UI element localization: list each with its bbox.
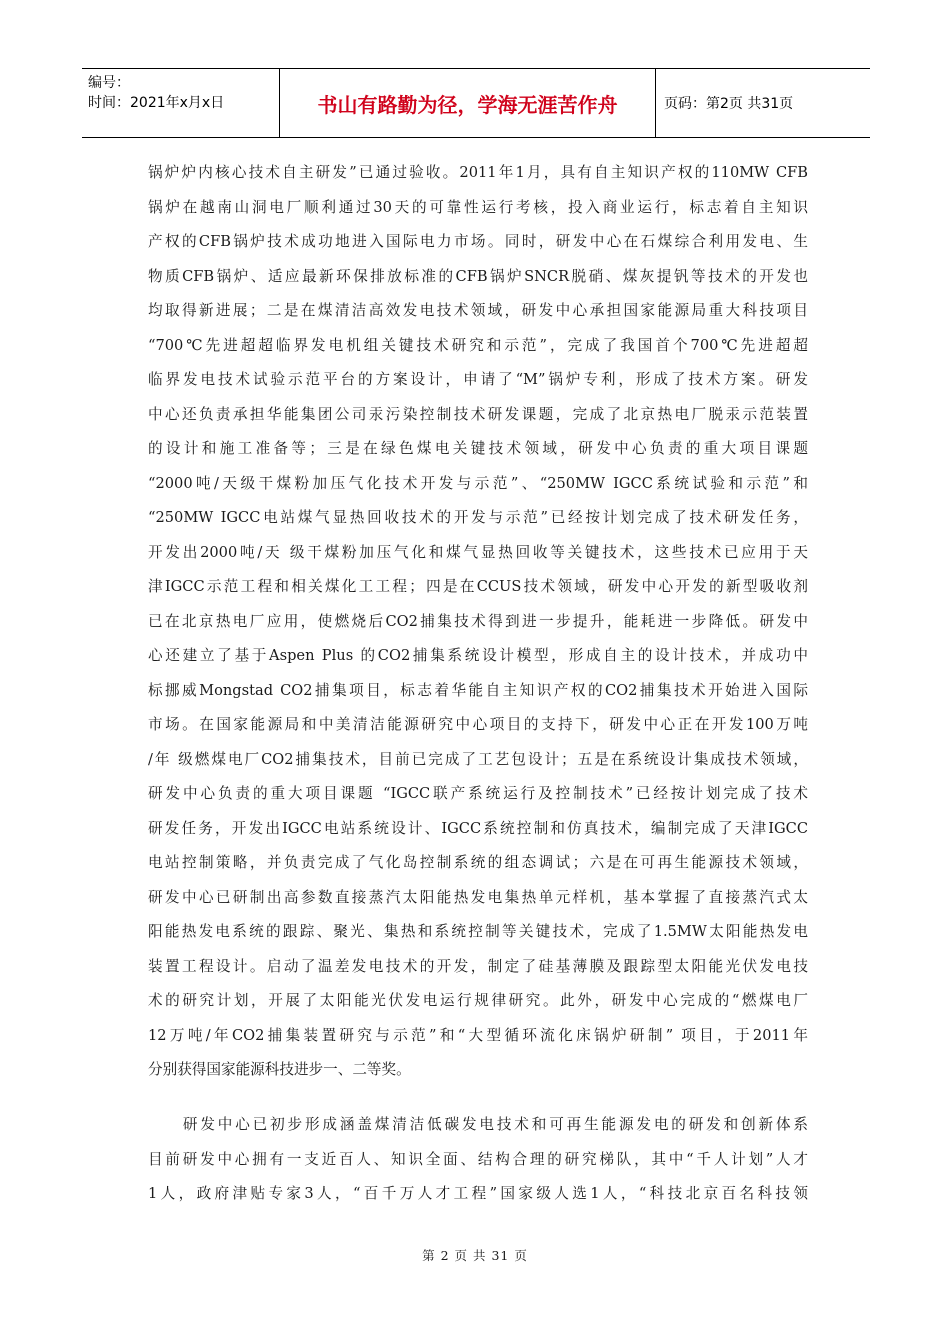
text-line: 研发中心已研制出高参数直接蒸汽太阳能热发电集热单元样机，基本掌握了直接蒸汽式太 bbox=[148, 888, 808, 906]
text-line: 的设计和施工准备等；三是在绿色煤电关键技术领域，研发中心负责的重大项目课题 bbox=[148, 440, 808, 457]
text-line: /年 级燃煤电厂CO2捕集技术，目前已完成了工艺包设计；五是在系统设计集成技术领域， bbox=[148, 750, 808, 768]
text-line: 研发任务，开发出IGCC电站系统设计、IGCC系统控制和仿真技术，编制完成了天津IGCC bbox=[148, 819, 808, 837]
text-line: 1人，政府津贴专家3人，“百千万人才工程”国家级人选1人，“科技北京百名科技领 bbox=[148, 1185, 808, 1202]
text-line: 市场。在国家能源局和中美清洁能源研究中心项目的支持下，研发中心正在开发100万吨 bbox=[148, 716, 808, 733]
page-header bbox=[82, 68, 870, 138]
text-line: 锅炉在越南山洞电厂顺利通过30天的可靠性运行考核，投入商业运行，标志着自主知识 bbox=[148, 198, 808, 216]
text-line: 物质CFB锅炉、适应最新环保排放标准的CFB锅炉SNCR脱硝、煤灰提钒等技术的开发也 bbox=[148, 267, 808, 285]
text-line: “2000吨/天级干煤粉加压气化技术开发与示范”、“250MW IGCC系统试验和示范”和 bbox=[148, 474, 808, 492]
text-line: 12万吨/年CO2捕集装置研究与示范”和“大型循环流化床锅炉研制” 项目，于2011年 bbox=[148, 1026, 808, 1044]
text-line: 已在北京热电厂应用，使燃烧后CO2捕集技术得到进一步提升，能耗进一步降低。研发中 bbox=[148, 612, 808, 630]
text-line: 标挪威Mongstad CO2捕集项目，标志着华能自主知识产权的CO2捕集技术开始进入国际 bbox=[148, 681, 808, 699]
body-paragraph-2 bbox=[148, 1108, 808, 1212]
text-line: 开发出2000吨/天 级干煤粉加压气化和煤气显热回收等关键技术，这些技术已应用于天 bbox=[148, 543, 808, 561]
text-line: 电站控制策略，并负责完成了气化岛控制系统的组态调试；六是在可再生能源技术领域， bbox=[148, 854, 808, 871]
text-line: 临界发电技术试验示范平台的方案设计，申请了“M”锅炉专利，形成了技术方案。研发 bbox=[148, 371, 808, 388]
page-footer: 第 2 页 共 31 页 bbox=[422, 1248, 528, 1263]
document-number-label: 编号： bbox=[88, 75, 130, 91]
text-line: 术的研究计划，开展了太阳能光伏发电运行规律研究。此外，研发中心完成的“燃煤电厂 bbox=[148, 992, 808, 1009]
text-line: 研发中心负责的重大项目课题 “IGCC联产系统运行及控制技术”已经按计划完成了技术 bbox=[148, 785, 808, 802]
header-page-info: 页码：第2页 共31页 bbox=[664, 96, 794, 112]
text-line: “700℃先进超超临界发电机组关键技术研究和示范”，完成了我国首个700℃先进超超 bbox=[148, 336, 808, 354]
header-meta bbox=[82, 69, 280, 137]
text-line: 中心还负责承担华能集团公司汞污染控制技术研发课题，完成了北京热电厂脱汞示范装置 bbox=[148, 405, 808, 423]
text-line: 装置工程设计。启动了温差发电技术的开发，制定了硅基薄膜及跟踪型太阳能光伏发电技 bbox=[148, 957, 808, 975]
text-line: 分别获得国家能源科技进步一、二等奖。 bbox=[148, 1061, 411, 1078]
text-line: 产权的CFB锅炉技术成功地进入国际电力市场。同时，研发中心在石煤综合利用发电、生 bbox=[148, 233, 808, 250]
text-line: 阳能热发电系统的跟踪、聚光、集热和系统控制等关键技术，完成了1.5MW太阳能热发电 bbox=[148, 923, 808, 940]
text-line: 研发中心已初步形成涵盖煤清洁低碳发电技术和可再生能源发电的研发和创新体系 bbox=[148, 1116, 808, 1133]
text-line: 锅炉炉内核心技术自主研发”已通过验收。2011年1月，具有自主知识产权的110MW CFB bbox=[148, 164, 808, 181]
text-line: 津IGCC示范工程和相关煤化工工程；四是在CCUS技术领域，研发中心开发的新型吸收剂 bbox=[148, 578, 808, 595]
text-line: 心还建立了基于Aspen Plus 的CO2捕集系统设计模型，形成自主的设计技术，并成功中 bbox=[148, 647, 808, 664]
text-line: 目前研发中心拥有一支近百人、知识全面、结构合理的研究梯队，其中“千人计划”人才 bbox=[148, 1150, 808, 1168]
text-line: “250MW IGCC电站煤气显热回收技术的开发与示范”已经按计划完成了技术研发任务， bbox=[148, 509, 808, 526]
document-time-label: 时间：2021年x月x日 bbox=[88, 95, 225, 111]
header-motto: 书山有路勤为径，学海无涯苦作舟 bbox=[280, 69, 656, 137]
text-line: 均取得新进展；二是在煤清洁高效发电技术领域，研发中心承担国家能源局重大科技项目 bbox=[148, 302, 808, 319]
body-paragraph-1 bbox=[148, 156, 808, 1088]
